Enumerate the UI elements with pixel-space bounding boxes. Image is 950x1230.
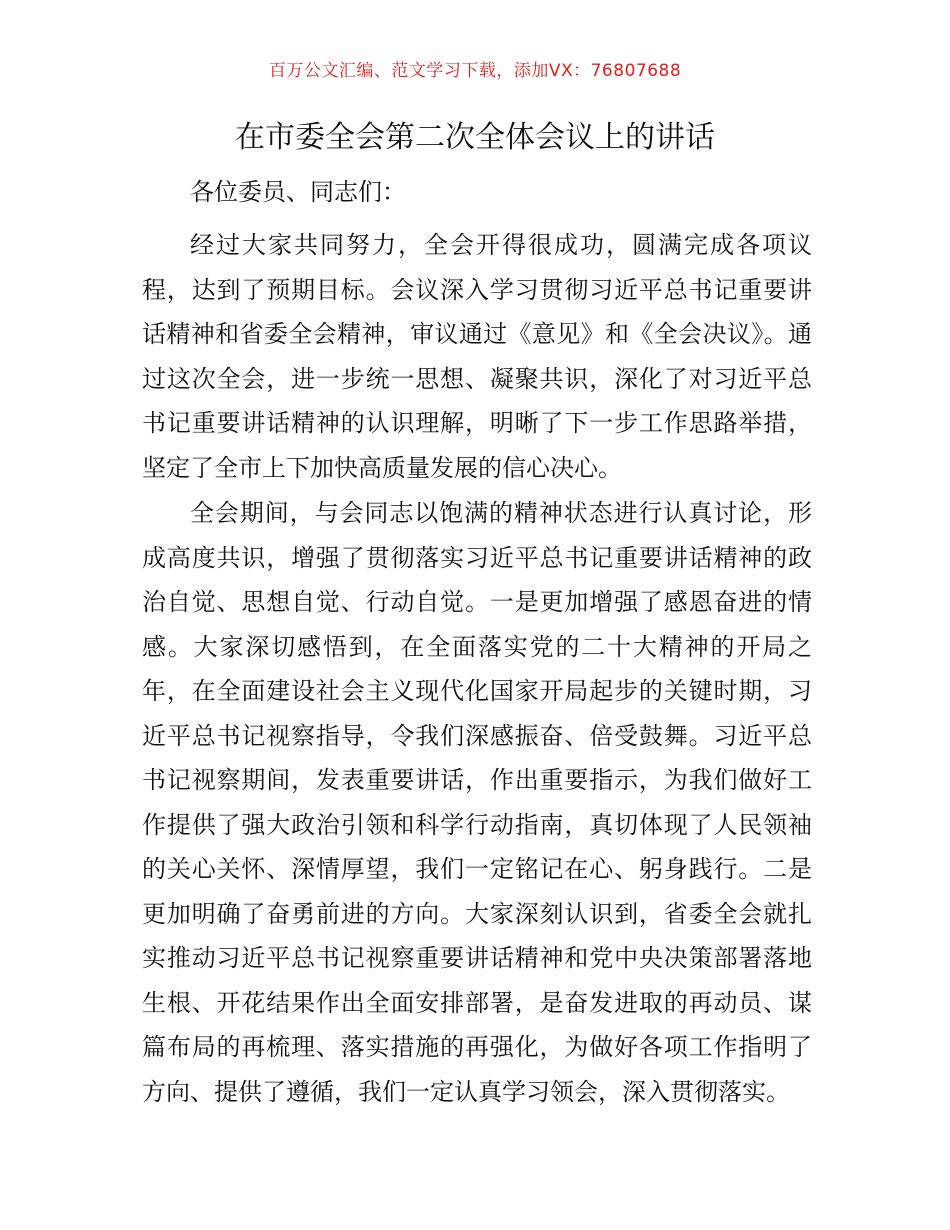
document-title: 在市委全会第二次全体会议上的讲话 (235, 120, 715, 155)
header-watermark-note: 百万公文汇编、范文学习下载，添加VX：76807688 (268, 61, 682, 81)
paragraph-2: 全会期间，与会同志以饱满的精神状态进行认真讨论，形成高度共识，增强了贯彻落实习近平总书记重要讲话精神的政治自觉、思想自觉、行动自觉。一是更加增强了感恩奋进的情感。大家深切感悟到，在全面落实党的二十大精神的开局之年，在全面建设社会主义现代化国家开局起步的关键时期，习近平总书记视察指导，令我们深感振奋、倍受鼓舞。习近平总书记视察期间，发表重要讲话，作出重要指示，为我们做好工作提供了强大政治引领和科学行动指南，真切体现了人民领袖的关心关怀、深情厚望，我们一定铭记在心、躬身践行。二是更加明确了奋勇前进的方向。大家深刻认识到，省委全会就扎实推动习近平总书记视察重要讲话精神和党中央决策部署落地生根、开花结果作出全面安排部署，是奋发进取的再动员、谋篇布局的再梳理、落实措施的再强化，为做好各项工作指明了方向、提供了遵循，我们一定认真学习领会，深入贯彻落实。 (142, 499, 812, 1106)
salutation: 各位委员、同志们： (190, 178, 406, 206)
paragraph-1: 经过大家共同努力，全会开得很成功，圆满完成各项议程，达到了预期目标。会议深入学习贯彻习近平总书记重要讲话精神和省委全会精神，审议通过《意见》和《全会决议》。通过这次全会，进一步统一思想、凝聚共识，深化了对习近平总书记重要讲话精神的认识理解，明晰了下一步工作思路举措，坚定了全市上下加快高质量发展的信心决心。 (142, 231, 812, 482)
